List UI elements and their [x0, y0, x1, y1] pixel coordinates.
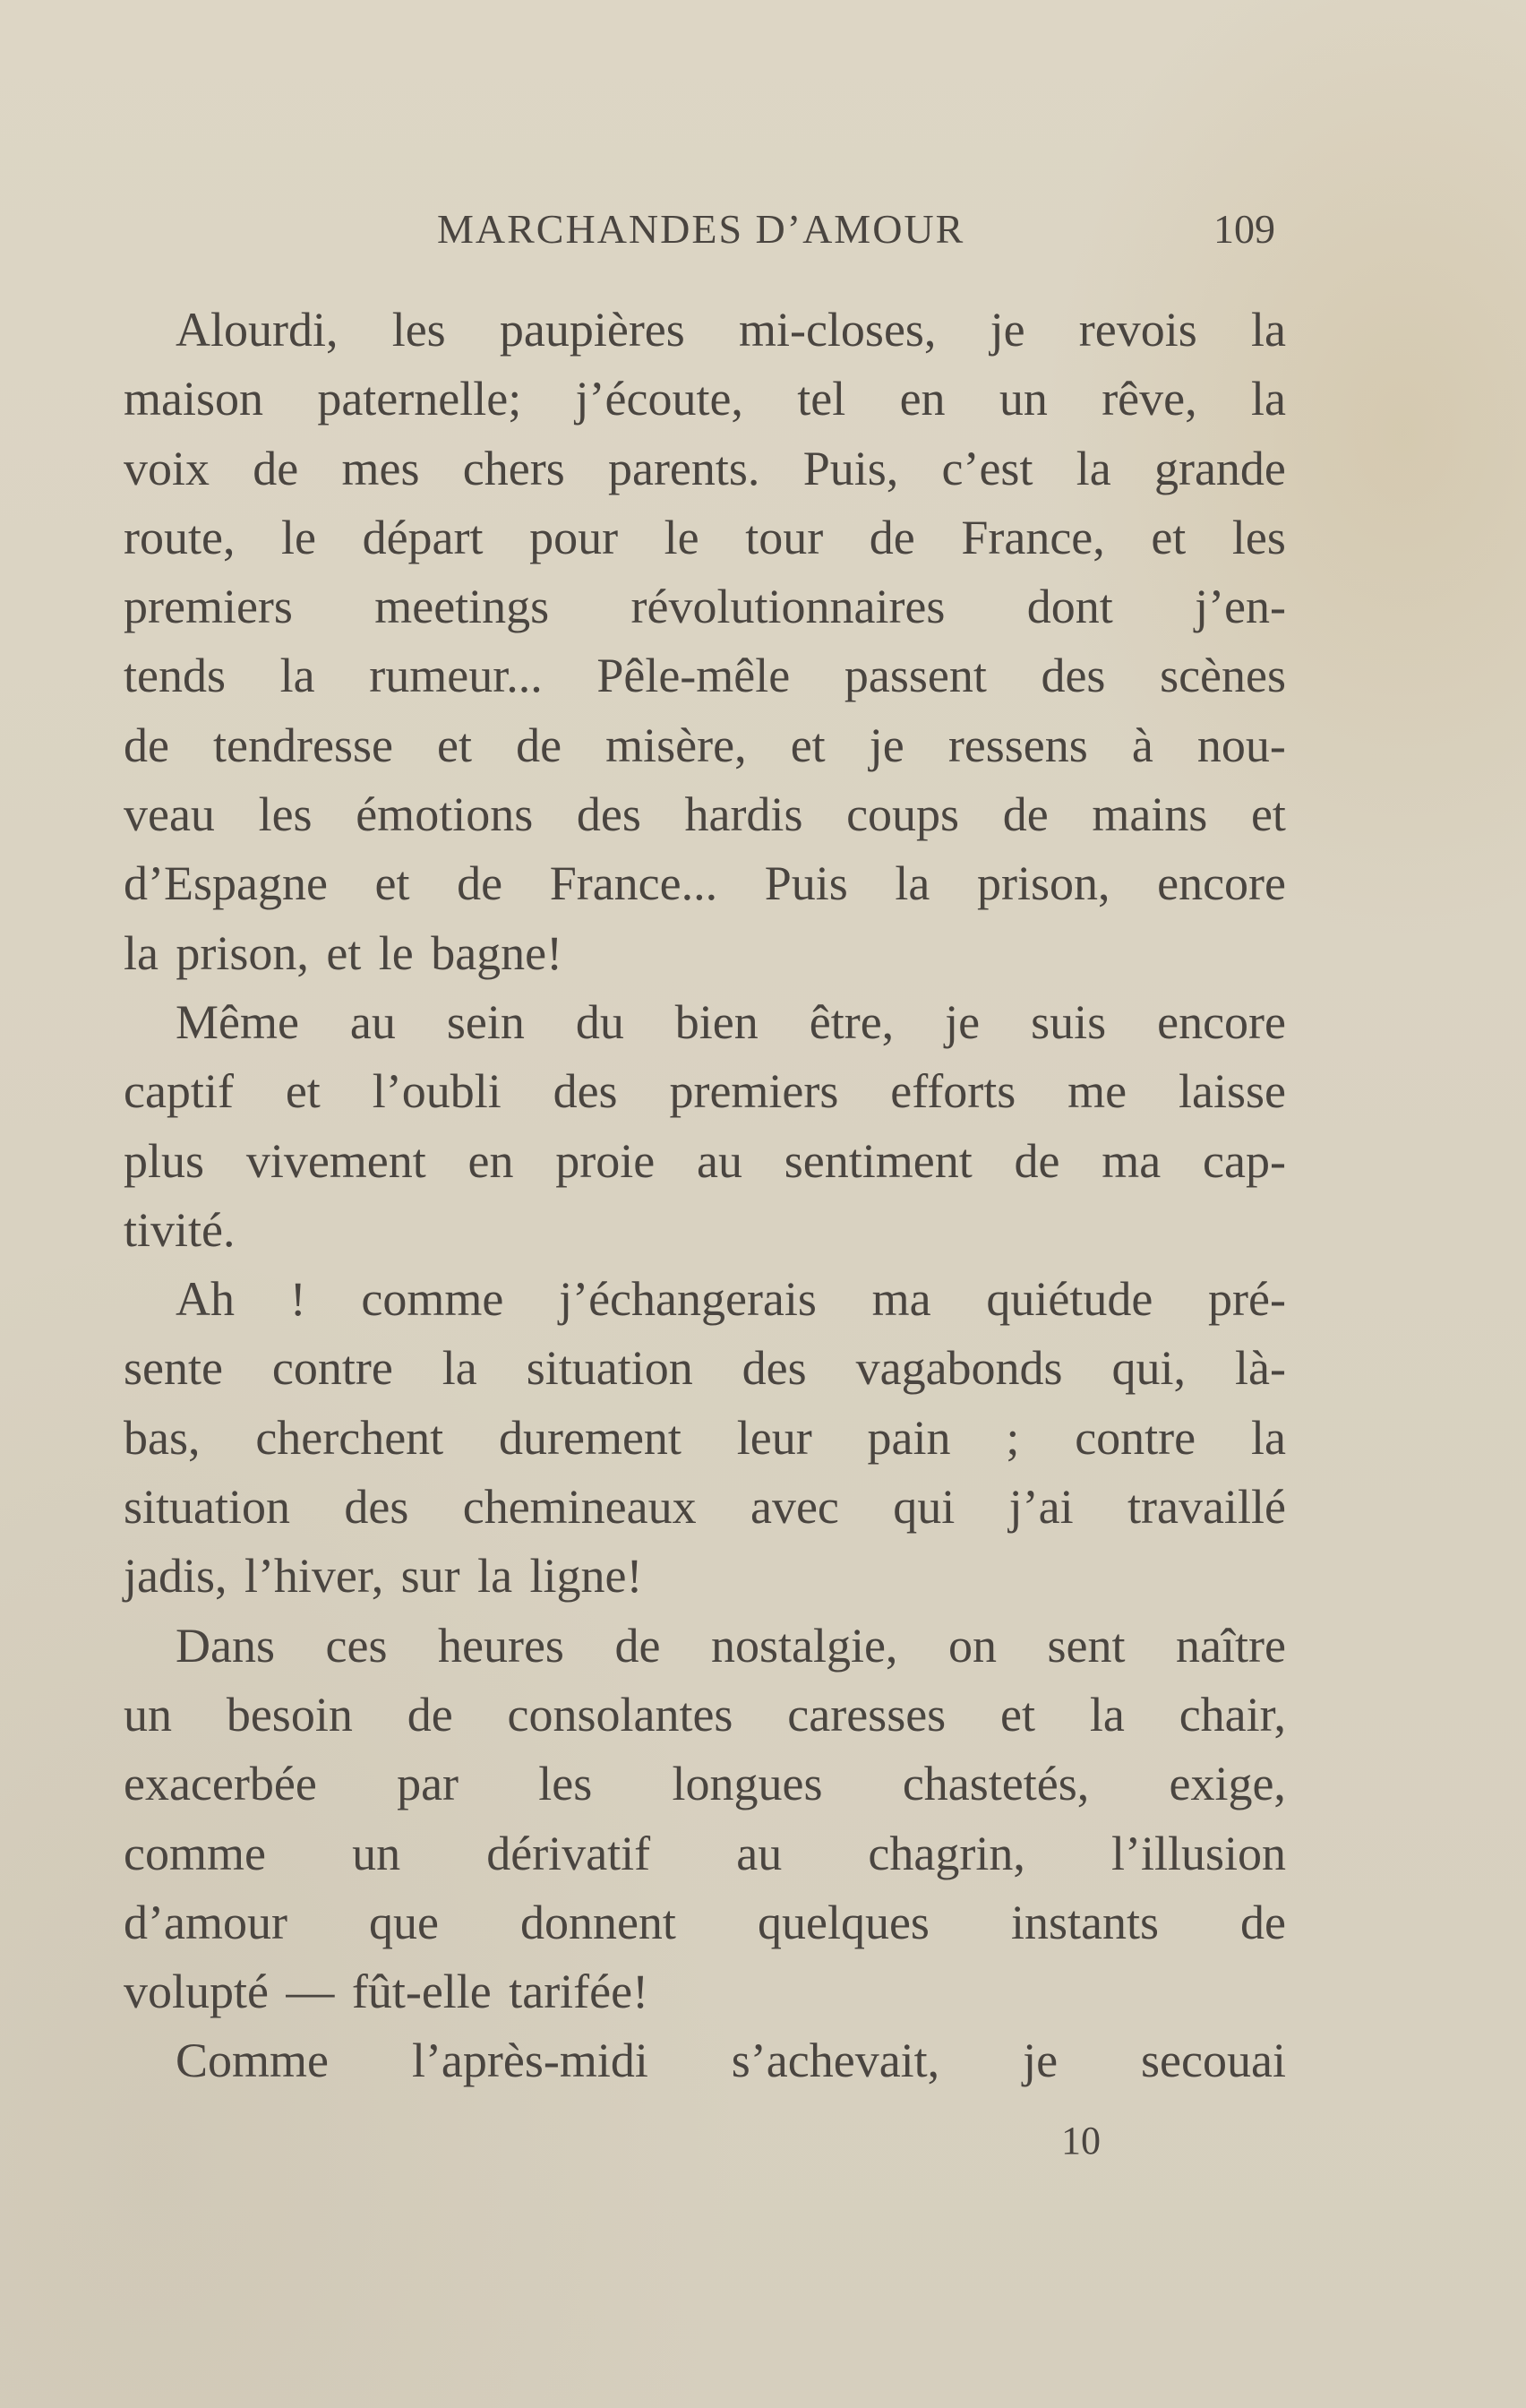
text-line: Comme l’après-midi s’achevait, je secouai	[176, 2034, 1286, 2088]
text-line: veau les émotions des hardis coups de mains et	[124, 787, 1286, 842]
text-line: de tendresse et de misère, et je ressens à nou-	[124, 718, 1286, 772]
text-line: sente contre la situation des vagabonds qui, là-	[124, 1341, 1286, 1396]
page-number: 109	[1213, 206, 1275, 252]
text-line: d’Espagne et de France... Puis la prison, encore	[124, 856, 1286, 911]
running-title: MARCHANDES D’AMOUR	[437, 206, 965, 252]
text-line: Dans ces heures de nostalgie, on sent naître	[176, 1618, 1286, 1673]
text-line: Même au sein du bien être, je suis encore	[176, 994, 1286, 1049]
text-line: captif et l’oubli des premiers efforts me laisse	[124, 1064, 1286, 1119]
text-line: plus vivement en proie au sentiment de ma cap-	[124, 1133, 1286, 1188]
text-line: route, le départ pour le tour de France, et les	[124, 510, 1286, 564]
text-line: un besoin de consolantes caresses et la chair,	[124, 1687, 1286, 1742]
text-line: jadis, l’hiver, sur la ligne!	[124, 1549, 643, 1604]
signature-mark: 10	[1061, 2119, 1101, 2163]
text-line: premiers meetings révolutionnaires dont j’en-	[124, 580, 1286, 634]
text-line: Ah ! comme j’échangerais ma quiétude pré-	[176, 1272, 1286, 1327]
text-line: exacerbée par les longues chastetés, exige,	[124, 1757, 1286, 1811]
text-line: Alourdi, les paupières mi-closes, je revois la	[176, 303, 1286, 357]
text-line: situation des chemineaux avec qui j’ai travaillé	[124, 1480, 1286, 1535]
body-text	[124, 296, 1286, 2096]
text-line: tends la rumeur... Pêle-mêle passent des scènes	[124, 649, 1286, 703]
text-line: maison paternelle; j’écoute, tel en un rêve, la	[124, 372, 1286, 426]
text-line: volupté — fût-elle tarifée!	[124, 1965, 649, 2019]
text-line: bas, cherchent durement leur pain ; contre la	[124, 1410, 1286, 1465]
text-line: comme un dérivatif au chagrin, l’illusion	[124, 1826, 1286, 1880]
text-line: d’amour que donnent quelques instants de	[124, 1895, 1286, 1949]
text-line: voix de mes chers parents. Puis, c’est la grande	[124, 441, 1286, 495]
text-line: la prison, et le bagne!	[124, 925, 563, 980]
text-line: tivité.	[124, 1202, 236, 1257]
running-head	[0, 202, 1526, 256]
